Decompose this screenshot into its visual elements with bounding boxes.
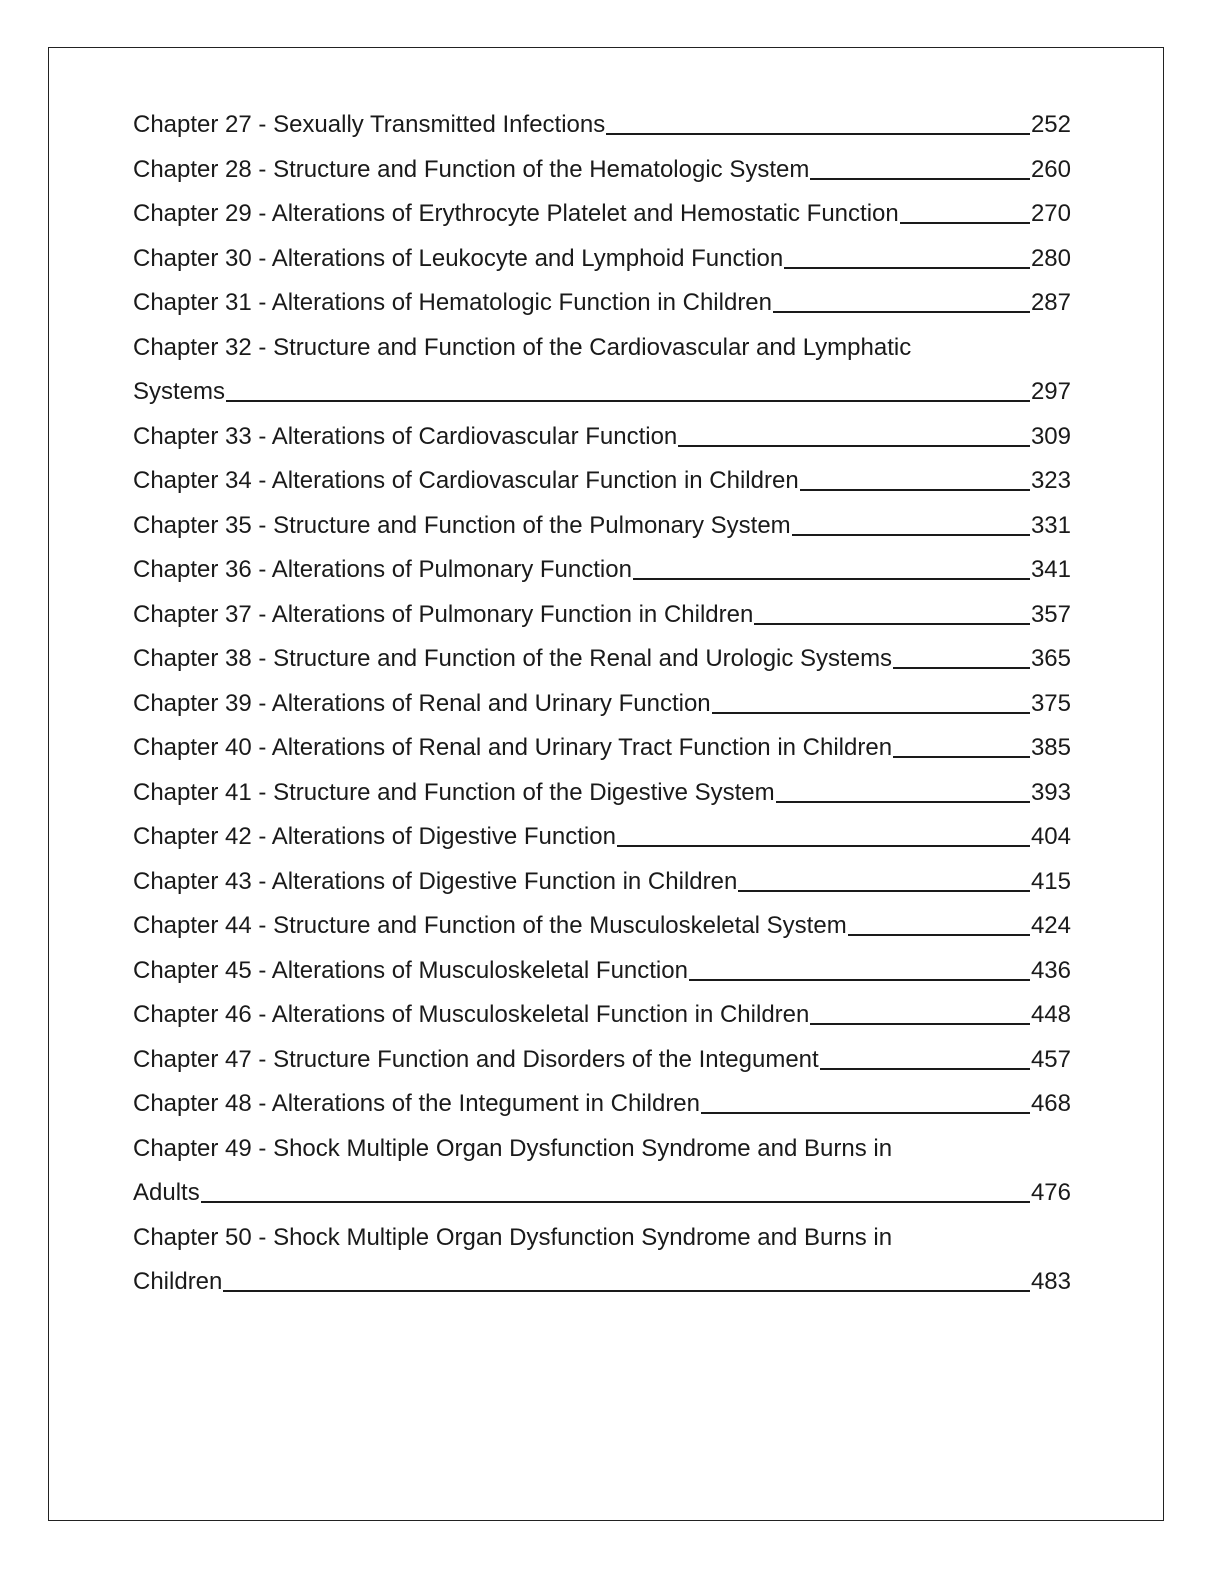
toc-entry-chapter-39[interactable] (133, 682, 1071, 727)
toc-entry-title: Chapter 34 - Alterations of Cardiovascular Function in Children (133, 467, 799, 494)
toc-entry-title-line1: Chapter 50 - Shock Multiple Organ Dysfunction Syndrome and Burns in (133, 1223, 893, 1251)
toc-entry-page: 424 (1030, 912, 1071, 939)
toc-entry-title: Chapter 42 - Alterations of Digestive Function (133, 823, 616, 850)
toc-entry-title: Chapter 30 - Alterations of Leukocyte and Lymphoid Function (133, 244, 784, 272)
toc-entry-chapter-50[interactable] (133, 1216, 1071, 1305)
toc-entry-title: Chapter 31 - Alterations of Hematologic Function in Children (133, 289, 772, 316)
toc-entry-chapter-46[interactable] (133, 993, 1071, 1038)
toc-entry-chapter-30[interactable] (133, 237, 1071, 282)
toc-entry-title: Chapter 40 - Alterations of Renal and Urinary Tract Function in Children (133, 734, 893, 761)
toc-entry-chapter-49[interactable] (133, 1127, 1071, 1216)
leader-line (893, 756, 1030, 758)
leader-line (784, 267, 1030, 269)
leader-line (810, 1023, 1030, 1025)
toc-entry-chapter-35[interactable] (133, 504, 1071, 549)
toc-entry-title-line2: Children (133, 1268, 223, 1295)
toc-entry-title: Chapter 27 - Sexually Transmitted Infections (133, 111, 606, 138)
toc-entry-chapter-47[interactable] (133, 1038, 1071, 1083)
toc-entry-title: Chapter 45 - Alterations of Musculoskeletal Function (133, 956, 688, 984)
leader-line (633, 578, 1030, 580)
leader-line (848, 934, 1030, 936)
toc-entry-title: Chapter 38 - Structure and Function of the Renal and Urologic Systems (133, 645, 893, 672)
leader-line (773, 311, 1030, 313)
toc-entry-chapter-31[interactable] (133, 281, 1071, 326)
leader-line (226, 400, 1030, 402)
toc-entry-page: 365 (1030, 645, 1071, 672)
leader-line (689, 979, 1030, 981)
toc-entry-page: 476 (1030, 1179, 1071, 1206)
toc-entry-page: 457 (1030, 1045, 1071, 1073)
toc-entry-page: 260 (1030, 155, 1071, 183)
leader-line (738, 890, 1030, 892)
toc-entry-chapter-33[interactable] (133, 415, 1071, 460)
toc-entry-chapter-37[interactable] (133, 593, 1071, 638)
leader-line (617, 845, 1030, 847)
toc-entry-page: 309 (1030, 422, 1071, 450)
toc-entry-title: Chapter 46 - Alterations of Musculoskeletal Function in Children (133, 1001, 810, 1028)
toc-entry-page: 341 (1030, 556, 1071, 583)
toc-entry-page: 297 (1030, 378, 1071, 405)
leader-line (606, 133, 1030, 135)
toc-entry-title: Chapter 33 - Alterations of Cardiovascular Function (133, 422, 678, 450)
toc-entry-page: 404 (1030, 823, 1071, 850)
toc-entry-chapter-29[interactable] (133, 192, 1071, 237)
toc-entry-chapter-41[interactable] (133, 771, 1071, 816)
toc-entry-chapter-32[interactable] (133, 326, 1071, 415)
table-of-contents (133, 103, 1071, 1305)
toc-entry-title: Chapter 37 - Alterations of Pulmonary Function in Children (133, 600, 754, 628)
toc-entry-chapter-44[interactable] (133, 904, 1071, 949)
toc-entry-page: 252 (1030, 111, 1071, 138)
leader-line (223, 1290, 1030, 1292)
leader-line (820, 1068, 1030, 1070)
toc-entry-page: 280 (1030, 244, 1071, 272)
leader-line (201, 1201, 1030, 1203)
toc-entry-page: 448 (1030, 1001, 1071, 1028)
toc-entry-page: 415 (1030, 867, 1071, 895)
toc-entry-page: 468 (1030, 1090, 1071, 1117)
leader-line (893, 667, 1030, 669)
toc-entry-chapter-43[interactable] (133, 860, 1071, 905)
leader-line (800, 489, 1030, 491)
leader-line (754, 623, 1030, 625)
toc-entry-title: Chapter 48 - Alterations of the Integument in Children (133, 1090, 700, 1117)
leader-line (900, 222, 1030, 224)
toc-entry-title: Chapter 41 - Structure and Function of the Digestive System (133, 778, 775, 806)
toc-entry-page: 323 (1030, 467, 1071, 494)
toc-entry-title: Chapter 47 - Structure Function and Disorders of the Integument (133, 1045, 819, 1073)
toc-entry-title: Chapter 39 - Alterations of Renal and Urinary Function (133, 689, 711, 717)
toc-entry-page: 287 (1030, 289, 1071, 316)
toc-entry-title: Chapter 35 - Structure and Function of the Pulmonary System (133, 511, 791, 539)
leader-line (792, 534, 1030, 536)
toc-entry-page: 331 (1030, 511, 1071, 539)
toc-entry-title-line1: Chapter 49 - Shock Multiple Organ Dysfunction Syndrome and Burns in (133, 1134, 893, 1162)
toc-entry-page: 385 (1030, 734, 1071, 761)
toc-entry-title-line1: Chapter 32 - Structure and Function of the Cardiovascular and Lymphatic (133, 333, 912, 361)
leader-line (678, 445, 1030, 447)
toc-entry-chapter-38[interactable] (133, 637, 1071, 682)
toc-entry-title: Chapter 36 - Alterations of Pulmonary Function (133, 556, 632, 583)
toc-entry-chapter-48[interactable] (133, 1082, 1071, 1127)
toc-entry-title: Chapter 43 - Alterations of Digestive Function in Children (133, 867, 738, 895)
toc-entry-title-line2: Adults (133, 1179, 200, 1206)
toc-entry-title: Chapter 29 - Alterations of Erythrocyte Platelet and Hemostatic Function (133, 200, 899, 227)
toc-entry-chapter-36[interactable] (133, 548, 1071, 593)
toc-entry-chapter-45[interactable] (133, 949, 1071, 994)
toc-entry-chapter-28[interactable] (133, 148, 1071, 193)
toc-entry-page: 357 (1030, 600, 1071, 628)
toc-entry-page: 375 (1030, 689, 1071, 717)
toc-entry-chapter-27[interactable] (133, 103, 1071, 148)
leader-line (810, 178, 1030, 180)
toc-entry-chapter-34[interactable] (133, 459, 1071, 504)
toc-entry-page: 483 (1030, 1268, 1071, 1295)
leader-line (701, 1112, 1030, 1114)
leader-line (776, 801, 1030, 803)
toc-entry-title: Chapter 44 - Structure and Function of the Musculoskeletal System (133, 912, 847, 939)
toc-entry-page: 436 (1030, 956, 1071, 984)
toc-entry-chapter-42[interactable] (133, 815, 1071, 860)
toc-entry-title: Chapter 28 - Structure and Function of the Hematologic System (133, 155, 810, 183)
toc-entry-title-line2: Systems (133, 378, 226, 405)
toc-entry-page: 270 (1030, 200, 1071, 227)
leader-line (712, 712, 1030, 714)
toc-entry-chapter-40[interactable] (133, 726, 1071, 771)
toc-entry-page: 393 (1030, 778, 1071, 806)
